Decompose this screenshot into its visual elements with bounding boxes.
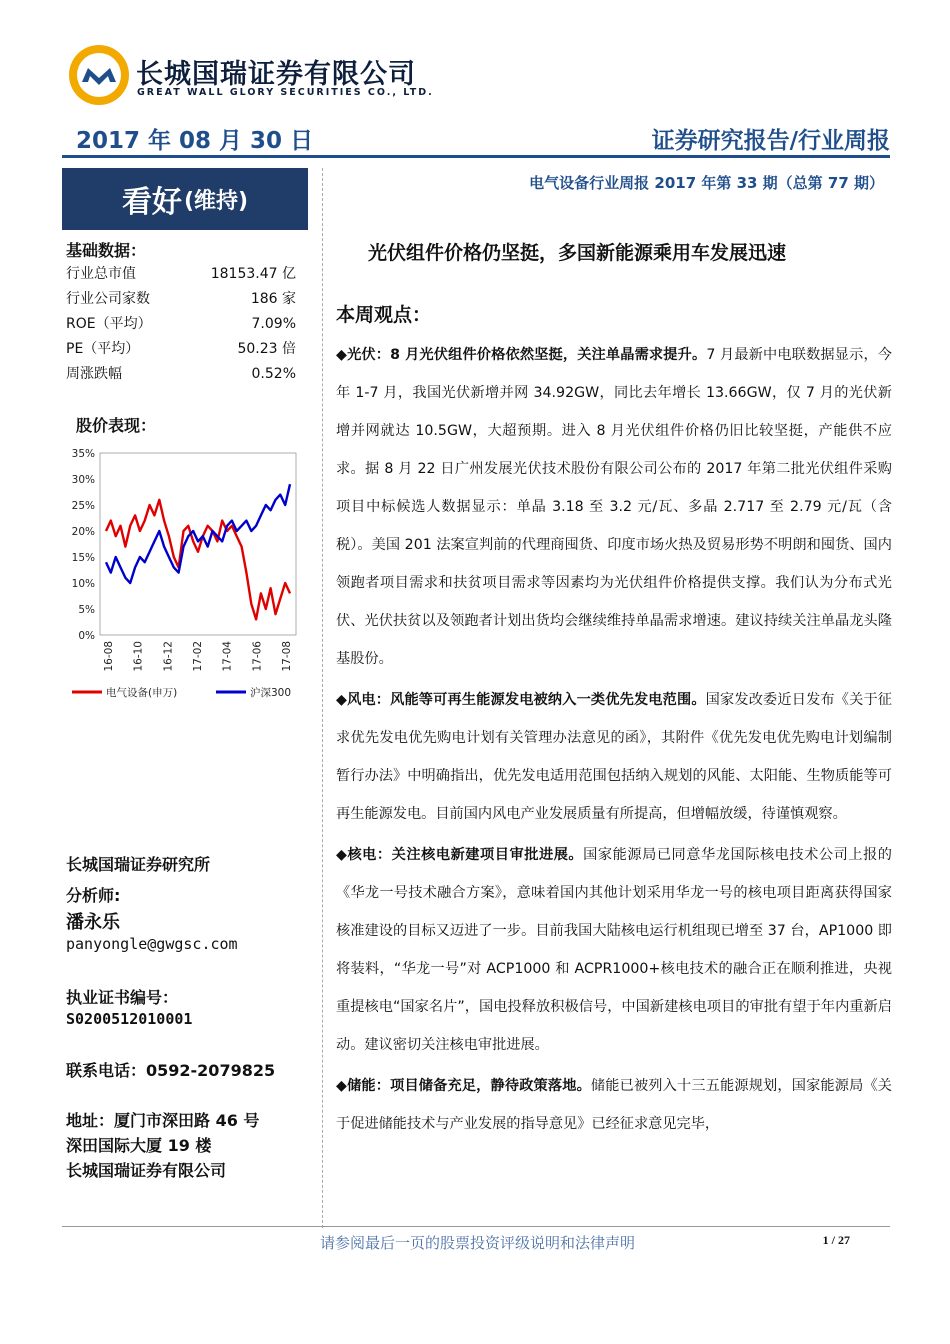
footer-disclaimer[interactable]: 请参阅最后一页的股票投资评级说明和法律声明 — [320, 1236, 636, 1252]
x-tick-label: 16-08 — [103, 641, 115, 672]
company-name-cn: 长城国瑞证券有限公司 — [136, 59, 416, 90]
stat-value: 7.09% — [251, 316, 296, 332]
report-type: 证券研究报告/行业周报 — [651, 128, 890, 154]
y-tick-label: 30% — [71, 474, 95, 486]
x-tick-label: 17-02 — [192, 641, 204, 672]
y-tick-label: 5% — [78, 604, 95, 616]
y-tick-label: 0% — [78, 630, 95, 642]
paragraph-text: 7 月最新中电联数据显示，今年 1-7 月，我国光伏新增并网 34.92GW，同比去年增长 13.66GW，仅 7 月的光伏新增并网就达 10.5GW，大超预期。进入 8 月光伏组件价格仍旧比较坚挺，产能供不应求。据 8 月 22 日广州发展光伏技术股份有限公司公布的 2017 年第二批光伏组件采购项目中标候选人数据显示：单晶 3.18 至 3.2 元/瓦、多晶 2.717 至 2.79 元/瓦（含税）。美国 201 法案宣判前的代理商囤货、印度市场火热及贸易形势不明朗和囤货、国内领跑者项目需求和扶贫项目需求等因素均为光伏组件价格提供支撑。我们认为分布式光伏、光伏扶贫以及领跑者计划出货均会继续维持单晶需求增速。建议持续关注单晶龙头隆基股份。 — [336, 347, 892, 667]
paragraph-storage — [336, 1067, 892, 1143]
stat-label: 周涨跌幅 — [66, 366, 122, 382]
section-title: 本周观点： — [336, 304, 432, 326]
y-tick-label: 25% — [71, 500, 95, 512]
paragraph-lead: ◆光伏：8 月光伏组件价格依然坚挺，关注单晶需求提升。 — [336, 347, 707, 363]
x-tick-label: 17-08 — [281, 641, 293, 672]
stat-label: ROE（平均） — [66, 316, 152, 332]
column-divider — [322, 168, 323, 1228]
y-tick-label: 10% — [71, 578, 95, 590]
legend-label: 电气设备(申万) — [106, 687, 178, 699]
paragraph-text: 储能已被列入十三五能源规划，国家能源局《关于促进储能技术与产业发展的指导意见》已经征求意见完毕， — [336, 1078, 892, 1132]
address-line-3: 长城国瑞证券有限公司 — [66, 1161, 227, 1180]
x-tick-label: 16-10 — [132, 641, 145, 672]
paragraph-wind — [336, 681, 892, 833]
headline: 光伏组件价格仍坚挺，多国新能源乘用车发展迅速 — [368, 242, 787, 264]
cert-label: 执业证书编号： — [66, 988, 179, 1007]
paragraph-solar — [336, 336, 892, 678]
series-line-1 — [106, 484, 290, 583]
paragraph-text: 国家发改委近日发布《关于征求优先发电优先购电计划有关管理办法意见的函》，其附件《优先发电优先购电计划编制暂行办法》中明确指出，优先发电适用范围包括纳入规划的风能、太阳能、生物质能等可再生能源发电。目前国内风电产业发展质量有所提高，但增幅放缓，待谨慎观察。 — [336, 692, 892, 822]
rating-main: 看好 — [121, 185, 182, 220]
stat-value: 0.52% — [251, 366, 296, 382]
y-tick-label: 15% — [71, 552, 95, 564]
analyst-name: 潘永乐 — [66, 912, 120, 933]
rating-sub: (维持) — [183, 188, 249, 214]
y-tick-label: 35% — [71, 448, 95, 460]
phone: 联系电话：0592-2079825 — [66, 1061, 276, 1080]
stat-row — [66, 262, 296, 287]
article-body — [336, 336, 892, 1146]
rating-box — [62, 168, 308, 230]
page-number: 1 / 27 — [822, 1233, 850, 1247]
paragraph-lead: ◆核电：关注核电新建项目审批进展。 — [336, 847, 584, 863]
report-date: 2017 年 08 月 30 日 — [76, 128, 314, 154]
analyst-label: 分析师: — [66, 886, 121, 905]
stat-row — [66, 287, 296, 312]
basic-data-table — [66, 262, 296, 387]
header-rule — [62, 155, 890, 158]
stat-row — [66, 362, 296, 387]
stat-label: 行业公司家数 — [66, 291, 150, 307]
price-chart — [64, 440, 310, 710]
stat-label: PE（平均） — [66, 341, 140, 357]
stat-row — [66, 337, 296, 362]
basic-data-title: 基础数据： — [66, 241, 147, 260]
paragraph-lead: ◆风电：风能等可再生能源发电被纳入一类优先发电范围。 — [336, 692, 706, 708]
footer-rule — [62, 1226, 890, 1227]
series-line-0 — [106, 500, 290, 620]
issue-title: 电气设备行业周报 2017 年第 33 期（总第 77 期） — [529, 174, 884, 192]
stat-value: 18153.47 亿 — [210, 266, 296, 282]
stat-row — [66, 312, 296, 337]
x-tick-label: 16-12 — [162, 641, 175, 672]
address-line-2: 深田国际大厦 19 楼 — [66, 1136, 212, 1155]
paragraph-text: 国家能源局已同意华龙国际核电技术公司上报的《华龙一号技术融合方案》，意味着国内其他计划采用华龙一号的核电项目距离获得国家核准建设的目标又迈进了一步。目前我国大陆核电运行机组现已增至 37 台，AP1000 即将装料，“华龙一号”对 ACP1000 和 ACPR1000+核电技术的融合正在顺利推进，央视重提核电“国家名片”，国电投释放积极信号，中国新建核电项目的审批有望于年内重新启动。建议密切关注核电审批进展。 — [336, 847, 892, 1053]
stat-value: 186 家 — [250, 291, 296, 307]
legend-label: 沪深300 — [250, 687, 292, 699]
stat-label: 行业总市值 — [66, 266, 136, 282]
y-tick-label: 20% — [71, 526, 95, 538]
paragraph-lead: ◆储能：项目储备充足，静待政策落地。 — [336, 1078, 591, 1094]
price-performance-title: 股价表现： — [76, 416, 157, 435]
x-tick-label: 17-04 — [221, 641, 234, 672]
x-tick-label: 17-06 — [251, 641, 264, 672]
stat-value: 50.23 倍 — [237, 341, 296, 357]
paragraph-nuclear — [336, 836, 892, 1064]
address-line-1: 地址：厦门市深田路 46 号 — [66, 1111, 260, 1130]
institute-name: 长城国瑞证券研究所 — [66, 855, 211, 874]
analyst-email[interactable]: panyongle@gwgsc.com — [66, 935, 238, 953]
cert-number: S0200512010001 — [66, 1010, 193, 1028]
company-logo — [68, 44, 130, 106]
company-name-en: GREAT WALL GLORY SECURITIES CO., LTD. — [137, 87, 434, 98]
